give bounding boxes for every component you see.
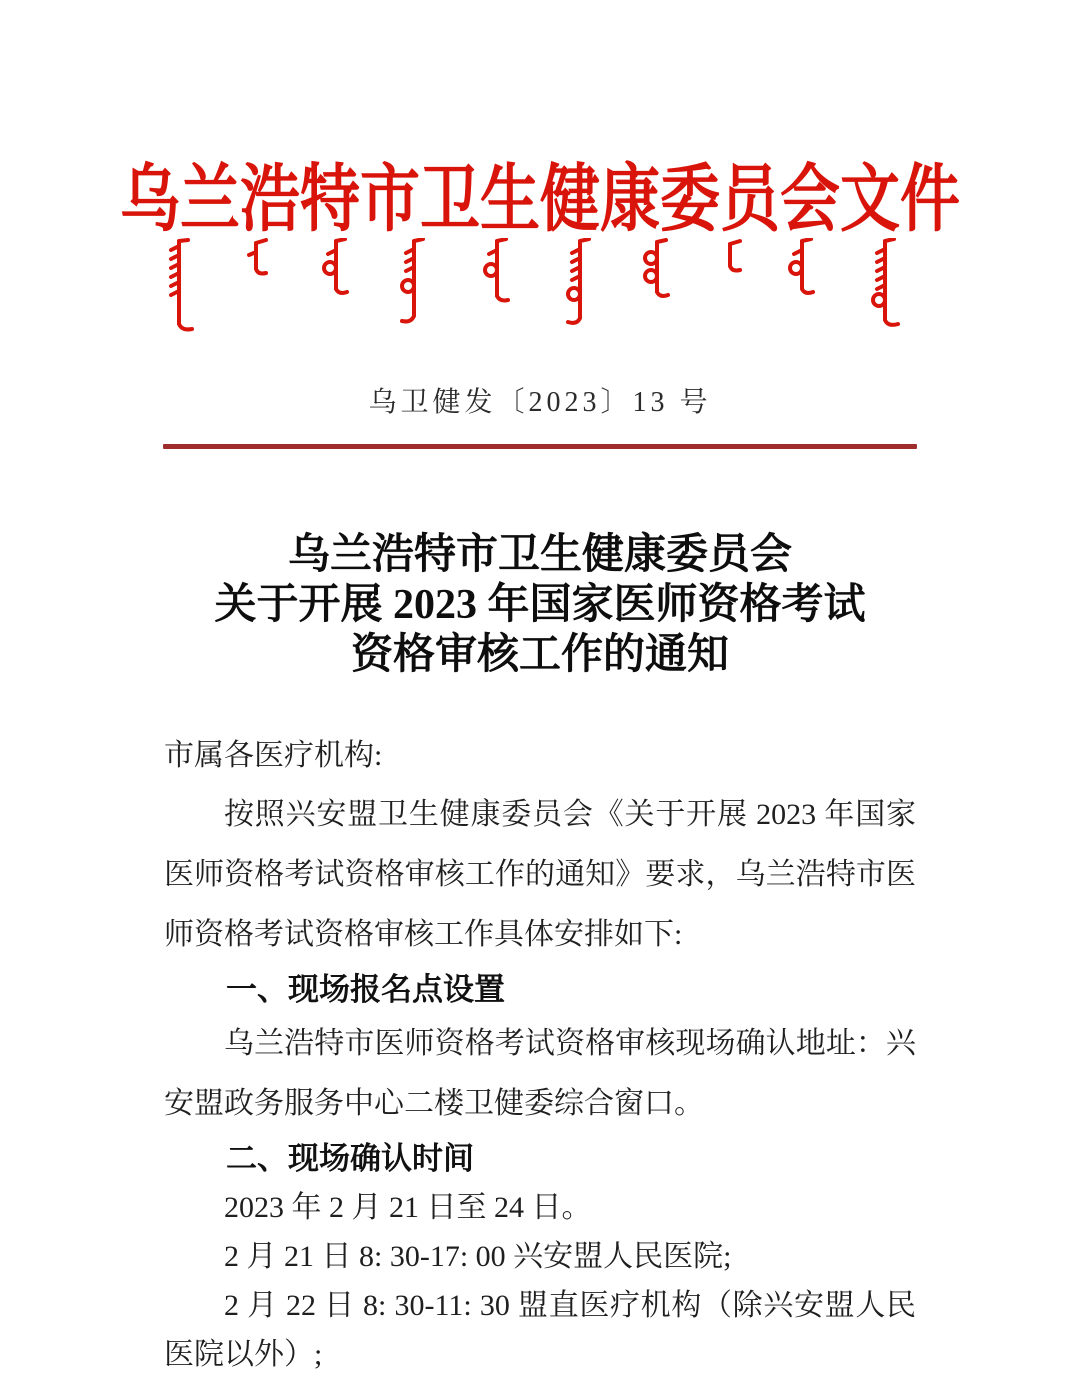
- schedule-line-1: 2 月 21 日 8: 30-17: 00 兴安盟人民医院;: [224, 1240, 732, 1273]
- section-heading-1: 一、现场报名点设置: [226, 972, 505, 1007]
- mongolian-script-band: [165, 238, 915, 333]
- schedule-line-2: 2 月 22 日 8: 30-11: 30 盟直医疗机构（除兴安盟人民医院以外）;: [164, 1289, 916, 1371]
- document-body: [164, 726, 916, 1379]
- document-title-line: 关于开展 2023 年国家医师资格考试: [214, 582, 866, 628]
- red-divider-line: [163, 444, 917, 449]
- document-title-line: 资格审核工作的通知: [350, 632, 729, 678]
- salutation: 市属各医疗机构:: [164, 739, 383, 772]
- date-range-line: 2023 年 2 月 21 日至 24 日。: [224, 1191, 592, 1224]
- doc-number: 乌卫健发〔2023〕13 号: [368, 387, 712, 418]
- section-1-paragraph: 乌兰浩特市医师资格考试资格审核现场确认地址：兴安盟政务服务中心二楼卫健委综合窗口。: [164, 1027, 916, 1120]
- intro-paragraph: 按照兴安盟卫生健康委员会《关于开展 2023 年国家医师资格考试资格审核工作的通知》要求，乌兰浩特市医师资格考试资格审核工作具体安排如下:: [164, 798, 916, 951]
- document-title-line: 乌兰浩特市卫生健康委员会: [287, 532, 792, 578]
- letterhead-org-title: 乌兰浩特市卫生健康委员会文件: [120, 159, 960, 240]
- document-title: [90, 530, 990, 680]
- section-heading-2: 二、现场确认时间: [226, 1141, 474, 1176]
